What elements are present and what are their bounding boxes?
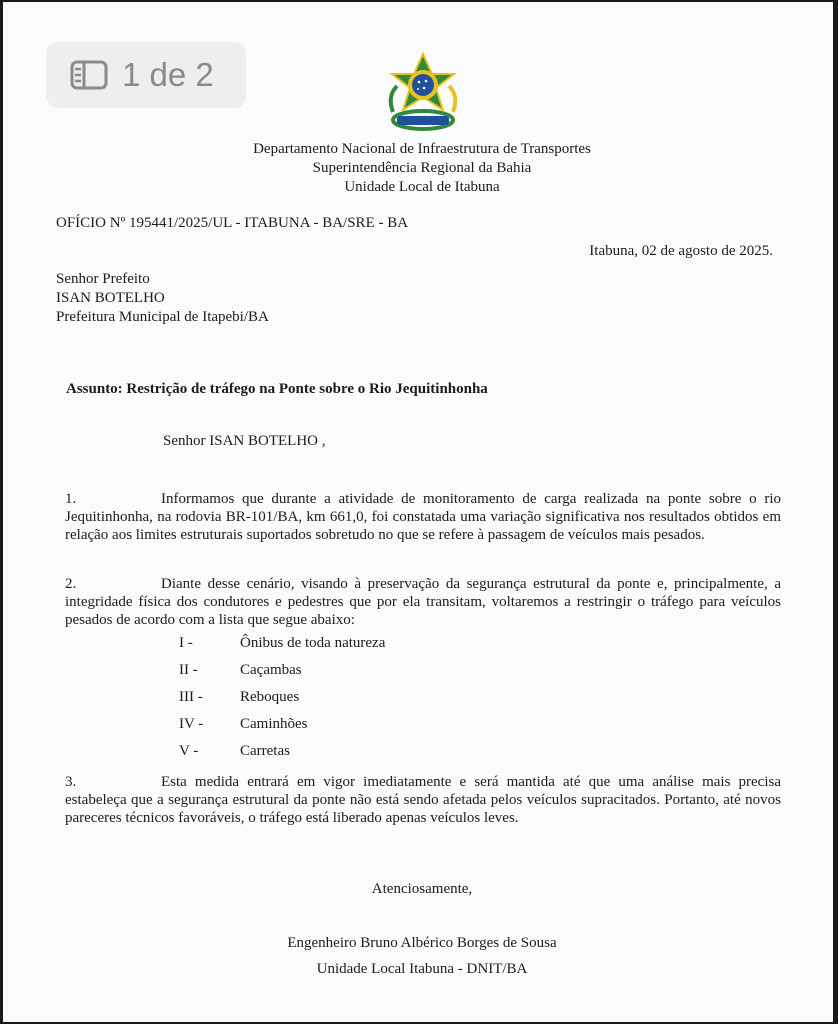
paragraph-text: Esta medida entrará em vigor imediatamente e será mantida até que uma análise mais precisa estabeleça que a segurança estrutural da ponte não está sendo afetada pelos veículos supracitados. Portanto, até novos pareceres técnicos favoráveis, o tráfego está liberado apenas veículos leves. <box>65 774 781 826</box>
list-item <box>179 716 385 743</box>
letterhead-unit: Unidade Local de Itabuna <box>344 179 500 195</box>
list-item-numeral: V - <box>179 743 199 759</box>
list-item-label: Caminhões <box>240 716 308 732</box>
list-item-numeral: III - <box>179 689 203 705</box>
list-item <box>179 662 385 689</box>
recipient-title: Senhor Prefeito <box>56 271 150 287</box>
list-item-label: Carretas <box>240 743 290 759</box>
page-indicator-label: 1 de 2 <box>122 56 214 93</box>
list-item <box>179 689 385 716</box>
closing-salutation: Atenciosamente, <box>371 881 473 897</box>
paragraph-text: Informamos que durante a atividade de monitoramento de carga realizada na ponte sobre o rio Jequitinhonha, na rodovia BR-101/BA, km 661,0, foi constatada uma variação significativa nos resultados obtidos em relação aos limites estruturais suportados sobretudo no que se refere à passagem de veículos mais pesados. <box>65 491 781 543</box>
list-item-numeral: II - <box>179 662 198 678</box>
paragraph-2 <box>65 575 781 629</box>
restricted-vehicles-list <box>179 635 385 770</box>
list-item-label: Ônibus de toda natureza <box>240 635 386 651</box>
paragraph-3 <box>65 773 781 827</box>
oficio-number: OFÍCIO Nº 195441/2025/UL - ITABUNA - BA/SRE - BA <box>56 215 409 231</box>
letter-greeting: Senhor ISAN BOTELHO , <box>163 433 326 449</box>
list-item-numeral: I - <box>179 635 193 651</box>
recipient-block <box>56 270 269 327</box>
page-indicator[interactable] <box>46 42 246 108</box>
brazil-coat-of-arms-icon <box>383 52 463 134</box>
letter-date: Itabuna, 02 de agosto de 2025. <box>589 243 773 259</box>
paragraph-number: 2. <box>65 576 77 592</box>
letter-subject: Assunto: Restrição de tráfego na Ponte sobre o Rio Jequitinhonha <box>66 381 488 397</box>
letterhead-superintendence: Superintendência Regional da Bahia <box>312 160 532 176</box>
paragraph-number: 3. <box>65 774 77 790</box>
recipient-name: ISAN BOTELHO <box>56 290 165 306</box>
paragraph-number: 1. <box>65 491 77 507</box>
recipient-org: Prefeitura Municipal de Itapebi/BA <box>56 309 269 325</box>
signature-name: Engenheiro Bruno Albérico Borges de Sousa <box>287 935 557 951</box>
list-item-label: Reboques <box>240 689 300 705</box>
list-item-numeral: IV - <box>179 716 204 732</box>
list-item <box>179 635 385 662</box>
paragraph-1 <box>65 490 781 544</box>
list-item <box>179 743 385 770</box>
sidebar-panel-icon <box>70 60 108 90</box>
paragraph-text: Diante desse cenário, visando à preservação da segurança estrutural da ponte e, principalmente, a integridade física dos condutores e pedestres que por ela transitam, voltaremos a restringir o tráfego para veículos pesados de acordo com a lista que segue abaixo: <box>65 576 781 628</box>
list-item-label: Caçambas <box>240 662 302 678</box>
document-page <box>3 2 833 1022</box>
letterhead-department: Departamento Nacional de Infraestrutura de Transportes <box>253 141 591 157</box>
signature-unit: Unidade Local Itabuna - DNIT/BA <box>316 961 528 977</box>
letterhead <box>3 140 833 197</box>
